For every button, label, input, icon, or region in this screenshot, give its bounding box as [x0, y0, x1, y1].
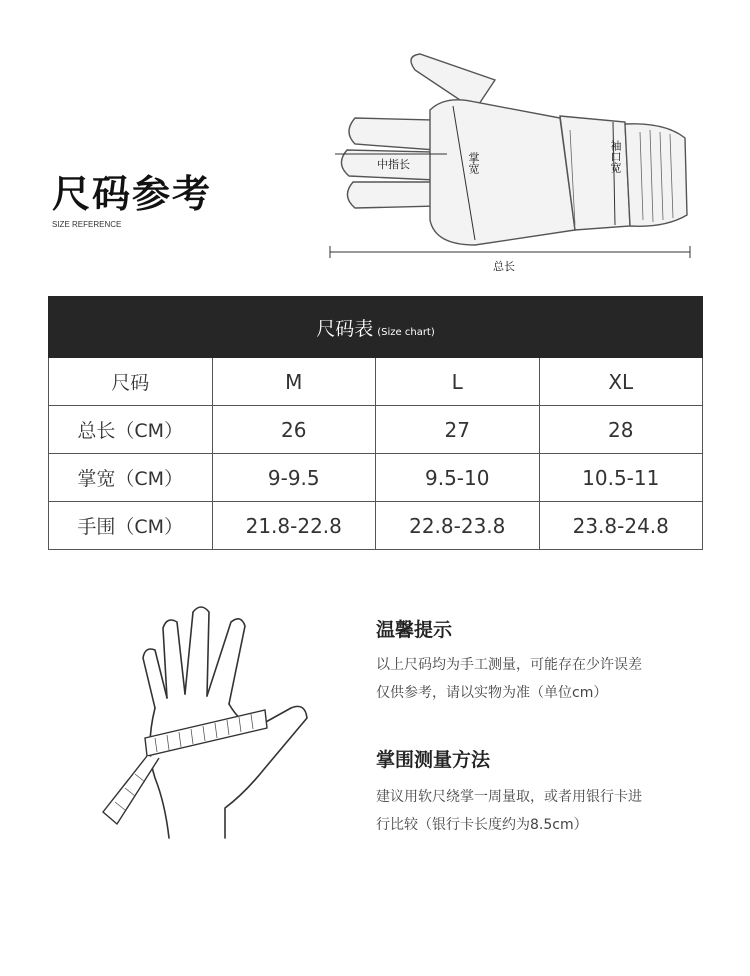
tips-title: 温馨提示 — [376, 619, 453, 641]
table-cell: 28 — [539, 406, 703, 454]
tips-text-2: 仅供参考，请以实物为准（单位cm） — [376, 685, 608, 701]
column-header: XL — [539, 358, 703, 406]
table-cell: 21.8-22.8 — [212, 502, 376, 550]
method-text-2: 行比较（银行卡长度约为8.5cm） — [376, 817, 588, 833]
palm-width-label: 掌宽 — [467, 152, 480, 174]
row-label: 掌宽（CM） — [49, 454, 213, 502]
table-row — [49, 358, 703, 406]
table-cell: 22.8-23.8 — [376, 502, 540, 550]
glove-diagram — [325, 40, 705, 280]
table-cell: 9.5-10 — [376, 454, 540, 502]
tips-text-1: 以上尺码均为手工测量，可能存在少许误差 — [376, 657, 642, 673]
table-cell: 23.8-24.8 — [539, 502, 703, 550]
row-label: 手围（CM） — [49, 502, 213, 550]
page-subtitle: SIZE REFERENCE — [52, 220, 122, 229]
table-cell: 10.5-11 — [539, 454, 703, 502]
page-title: 尺码参考 — [52, 172, 213, 216]
row-label: 总长（CM） — [49, 406, 213, 454]
method-title: 掌围测量方法 — [376, 749, 491, 771]
method-text-1: 建议用软尺绕掌一周量取，或者用银行卡进 — [376, 789, 642, 805]
column-header: 尺码 — [49, 358, 213, 406]
table-cell: 27 — [376, 406, 540, 454]
table-cell: 9-9.5 — [212, 454, 376, 502]
size-chart-table — [48, 296, 703, 550]
column-header: L — [376, 358, 540, 406]
table-row — [49, 406, 703, 454]
table-title-text: 尺码表 — [316, 317, 374, 340]
table-title-en: (Size chart) — [377, 326, 435, 338]
hand-measure-illustration — [95, 598, 325, 843]
middle-finger-label: 中指长 — [377, 158, 410, 171]
cuff-width-label: 袖口宽 — [609, 140, 622, 173]
table-row — [49, 454, 703, 502]
hand-drawing — [95, 598, 325, 843]
table-row — [49, 502, 703, 550]
table-title — [49, 297, 703, 358]
table-cell: 26 — [212, 406, 376, 454]
table-header-row — [49, 297, 703, 358]
total-length-label: 总长 — [493, 260, 515, 273]
column-header: M — [212, 358, 376, 406]
